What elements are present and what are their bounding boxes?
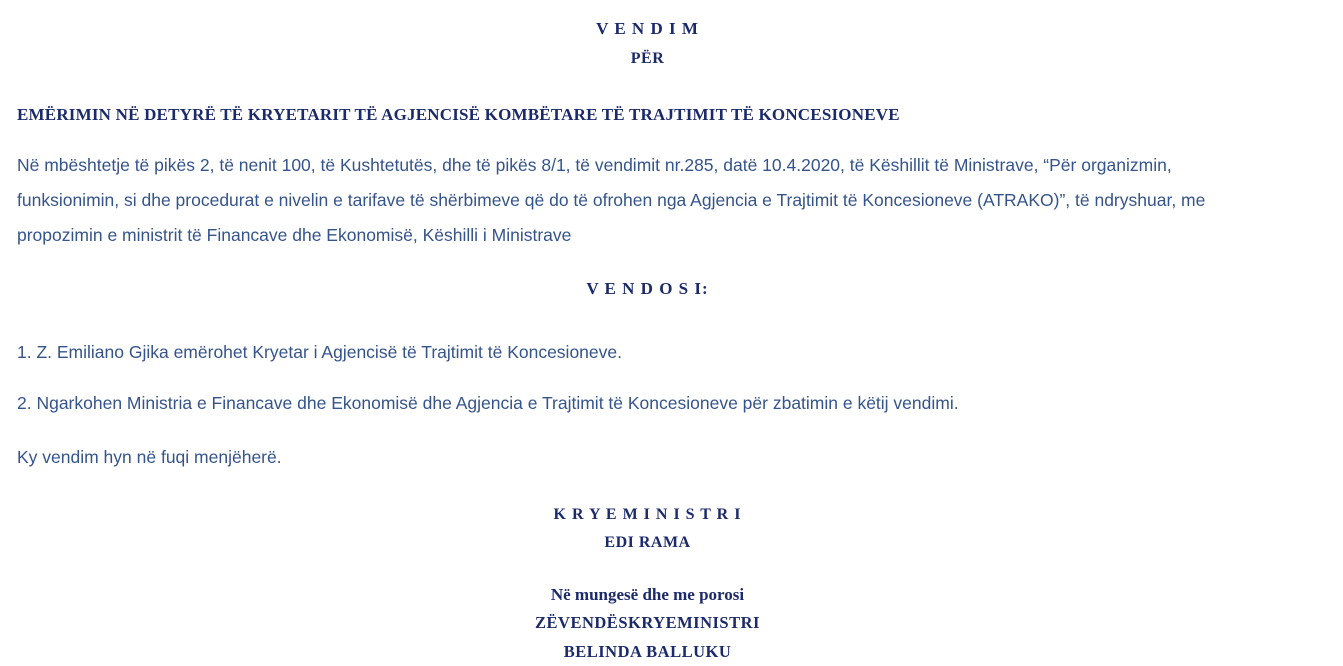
document-title: V E N D I M (596, 19, 699, 38)
decision-item-2: 2. Ngarkohen Ministria e Financave dhe Ekonomisë dhe Agjencia e Trajtimit të Koncesioneve për zbatimin e këtij vendimi. (17, 393, 959, 413)
document-subject-heading: EMËRIMIN NË DETYRË TË KRYETARIT TË AGJENCISË KOMBËTARE TË TRAJTIMIT TË KONCESIONEVE (17, 105, 900, 124)
absence-note: Në mungesë dhe me porosi (550, 585, 745, 604)
preamble-paragraph: Në mbështetje të pikës 2, të nenit 100, të Kushtetutës, dhe të pikës 8/1, të vendimit nr.285, datë 10.4.2020, të Këshillit të Ministrave, “Për organizmin, funksionimin, si dhe procedurat e nivelin e tarifave të shërbimeve që do të ofrohen nga Agjencia e Trajtimit të Koncesioneve (ATRAKO)”, të ndryshuar, me propozimin e ministrit të Financave dhe Ekonomisë, Këshilli i Ministrave (17, 155, 1206, 245)
signature-block (17, 501, 1278, 557)
signatory-name: EDI RAMA (604, 534, 691, 551)
deputy-name: BELINDA BALLUKU (563, 642, 732, 661)
decision-heading: V E N D O S I: (586, 279, 709, 298)
signatory-role: K R Y E M I N I S T R I (553, 506, 742, 523)
document-title-per: PËR (630, 50, 665, 67)
effectivity-statement: Ky vendim hyn në fuqi menjëherë. (17, 447, 282, 467)
deputy-role: ZËVENDËSKRYEMINISTRI (535, 613, 760, 632)
deputy-signature-block (17, 581, 1278, 666)
decision-item-1: 1. Z. Emiliano Gjika emërohet Kryetar i Agjencisë të Trajtimit të Koncesioneve. (17, 342, 622, 362)
